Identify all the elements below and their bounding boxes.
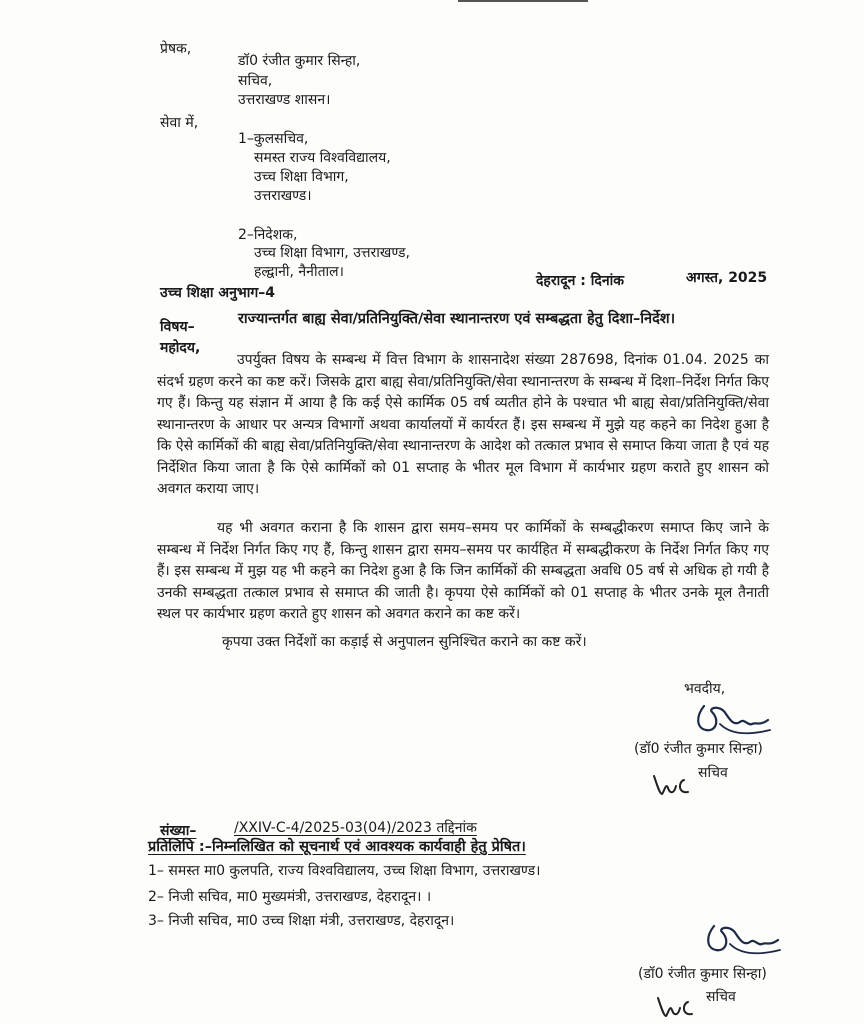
- recipient-1-line3: उच्च शिक्षा विभाग,: [254, 169, 349, 185]
- subject-text: राज्यान्तर्गत बाह्य सेवा/प्रतिनियुक्ति/सेवा स्थानान्तरण एवं सम्बद्धता हेतु दिशा–निर्देश।: [238, 311, 676, 327]
- salutation: महोदय,: [160, 340, 201, 356]
- closing-yours: भवदीय,: [684, 681, 726, 697]
- letter-date: अगस्त, 2025: [686, 270, 768, 286]
- top-edge-line: [458, 0, 588, 2]
- initials-mark-1: [650, 768, 692, 800]
- place-date-label: देहरादून : दिनांक: [536, 273, 624, 289]
- reference-label: संख्या–: [160, 823, 197, 839]
- subject-label: विषय–: [160, 319, 195, 335]
- recipients-label: सेवा में,: [160, 115, 199, 131]
- copy-item-2: 2– निजी सचिव, मा0 मुख्यमंत्री, उत्तराखण्ड, देहरादून। ।: [148, 889, 432, 905]
- recipient-1-line1: 1–कुलसचिव,: [238, 131, 309, 147]
- sender-designation: सचिव,: [238, 73, 273, 89]
- copy-item-1: 1– समस्त मा0 कुलपति, राज्य विश्वविद्यालय, उच्च शिक्षा विभाग, उत्तराखण्ड।: [148, 863, 541, 879]
- body-paragraph-2-text: यह भी अवगत कराना है कि शासन द्वारा समय–समय पर कार्मिकों के सम्बद्धीकरण समाप्त किए जाने के सम्बन्ध में निर्देश निर्गत किए गए हैं, किन्तु शासन द्वारा समय–समय पर कार्यहित में सम्बद्धीकरण के निर्देश निर्गत किए गए हैं। इस सम्बन्ध में मुझ यह भी कहने का निदेश हुआ है कि जिन कार्मिकों की सम्बद्धता अवधि 05 वर्ष से अधिक हो गयी है उनकी सम्बद्धता तत्काल प्रभाव से समाप्त की जाती है। कृपया ऐसे कार्मिकों को 01 सप्ताह के भीतर उनके मूल तैनाती स्थल पर कार्यभार ग्रहण कराते हुए शासन को अवगत कराने का कष्ट करें।: [157, 520, 769, 622]
- body-paragraph-3: कृपया उक्त निर्देशों का कड़ाई से अनुपालन सुनिश्चित कराने का कष्ट करें।: [222, 634, 587, 650]
- initials-mark-2: [654, 990, 696, 1022]
- recipient-1-line2: समस्त राज्य विश्वविद्यालय,: [254, 150, 391, 166]
- section-name: उच्च शिक्षा अनुभाग–4: [160, 285, 275, 301]
- sender-name: डॉ0 रंजीत कुमार सिन्हा,: [238, 53, 361, 69]
- body-paragraph-1: [157, 350, 769, 501]
- copy-heading: प्रतिलिपि :–निम्नलिखित को सूचनार्थ एवं आवश्यक कार्यवाही हेतु प्रेषित।: [148, 839, 526, 855]
- signature-2: [700, 920, 786, 964]
- recipient-2-line3: हल्द्वानी, नैनीताल।: [254, 264, 344, 280]
- copy-item-3: 3– निजी सचिव, मा0 उच्च शिक्षा मंत्री, उत्तराखण्ड, देहरादून।: [148, 913, 455, 929]
- body-paragraph-1-text: उपर्युक्त विषय के सम्बन्ध में वित्त विभाग के शासनादेश संख्या 287698, दिनांक 01.04. 2025 का संदर्भ ग्रहण करने का कष्ट करें। जिसके द्वारा बाह्य सेवा/प्रतिनियुक्ति/सेवा स्थानान्तरण के सम्बन्ध में दिशा–निर्देश निर्गत किए गए हैं। किन्तु यह संज्ञान में आया है कि कई ऐसे कार्मिक 05 वर्ष व्यतीत होने के पश्चात भी बाह्य सेवा/प्रतिनियुक्ति/सेवा स्थानान्तरण के आधार पर अन्यत्र विभागों अथवा कार्यालयों में कार्यरत हैं। इस सम्बन्ध में मुझे यह कहने का निदेश हुआ है कि ऐसे कार्मिकों की बाह्य सेवा/प्रतिनियुक्ति/सेवा स्थानान्तरण के आदेश को तत्काल प्रभाव से समाप्त किया जाता है एवं यह निर्देशित किया जाता है कि ऐसे कार्मिकों को 01 सप्ताह के भीतर मूल विभाग में कार्यभार ग्रहण कराते हुए शासन को अवगत कराया जाए।: [157, 352, 769, 497]
- sender-label: प्रेषक,: [160, 41, 192, 57]
- closing2-designation: सचिव: [706, 989, 736, 1005]
- reference-number: /XXIV-C-4/2025-03(04)/2023 तद्दिनांक: [234, 820, 477, 836]
- sender-office: उत्तराखण्ड शासन।: [238, 92, 331, 108]
- recipient-2-line2: उच्च शिक्षा विभाग, उत्तराखण्ड,: [254, 245, 410, 261]
- signature-1: [690, 700, 776, 742]
- body-paragraph-2: [157, 518, 769, 626]
- closing2-name: (डॉ0 रंजीत कुमार सिन्हा): [638, 966, 767, 982]
- closing-name: (डॉ0 रंजीत कुमार सिन्हा): [634, 741, 763, 757]
- recipient-1-line4: उत्तराखण्ड।: [254, 188, 312, 204]
- recipient-2-line1: 2–निदेशक,: [238, 227, 298, 243]
- closing-designation: सचिव: [698, 765, 728, 781]
